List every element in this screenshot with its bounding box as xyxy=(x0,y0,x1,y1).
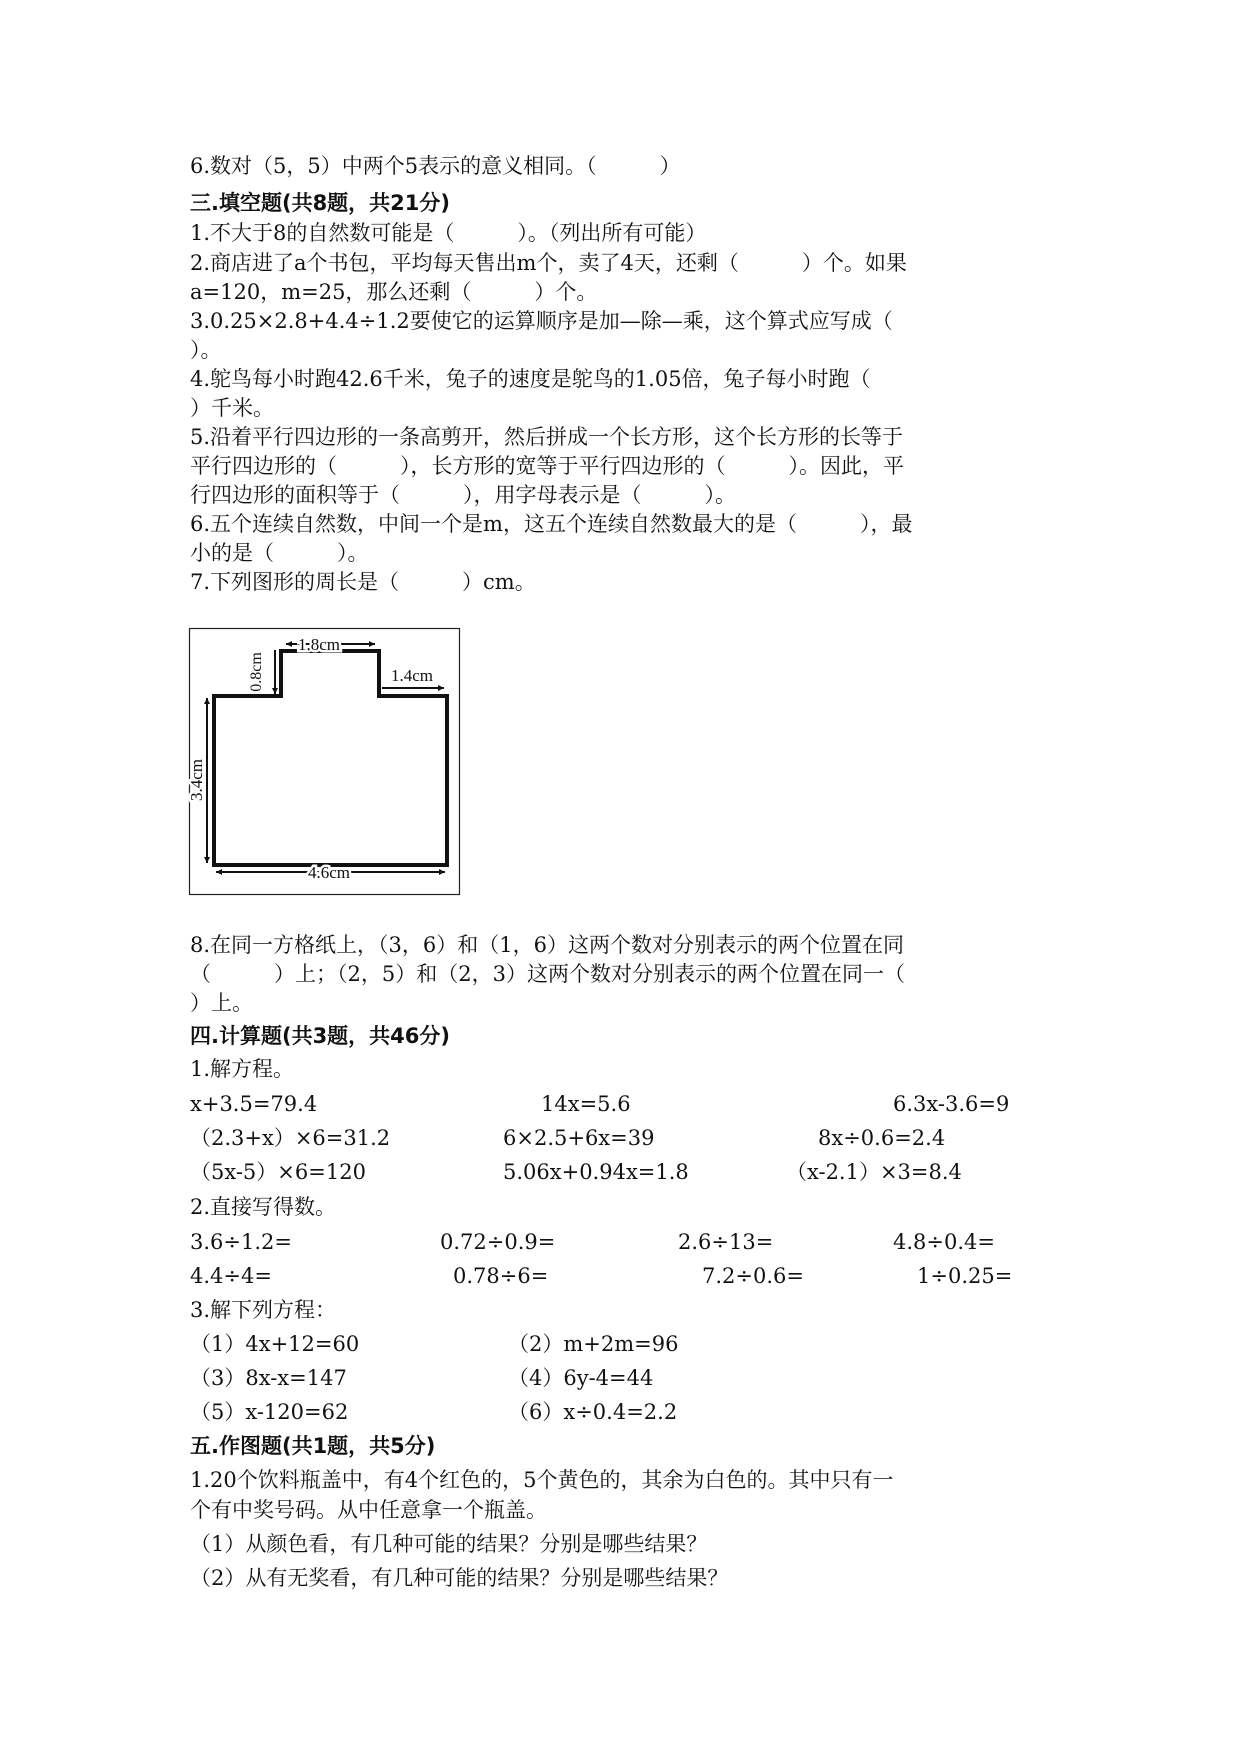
calc-q1-title: 1.解方程。 xyxy=(190,1057,295,1081)
fill-q8-line1: 8.在同一方格纸上，（3，6）和（1，6）这两个数对分别表示的两个位置在同 xyxy=(190,933,904,957)
draw-q1-sub2: （2）从有无奖看，有几种可能的结果？分别是哪些结果？ xyxy=(190,1566,729,1590)
section-fill-in-heading: 三.填空题(共8题，共21分) xyxy=(190,191,451,215)
equation: 6.3x-3.6=9 xyxy=(893,1092,1010,1116)
section-calc-heading: 四.计算题(共3题，共46分) xyxy=(190,1024,451,1048)
fill-q2-line2: a=120，m=25，那么还剩（ ）个。 xyxy=(190,280,598,304)
oral-calc-item: 0.72÷0.9= xyxy=(440,1230,556,1254)
equation: （x-2.1）×3=8.4 xyxy=(786,1160,962,1184)
equation-numbered: （2）m+2m=96 xyxy=(508,1332,679,1356)
fill-q3-line2: ）。 xyxy=(190,338,222,362)
oral-calc-item: 4.8÷0.4= xyxy=(893,1230,995,1254)
perimeter-figure xyxy=(189,628,460,895)
fill-q6-line1: 6.五个连续自然数，中间一个是m，这五个连续自然数最大的是（ ），最 xyxy=(190,512,913,536)
fill-q4-line2: ）千米。 xyxy=(190,396,274,420)
fill-q8-line2: （ ）上；（2，5）和（2，3）这两个数对分别表示的两个位置在同一（ xyxy=(190,962,905,986)
fill-q5-line3: 行四边形的面积等于（ ），用字母表示是（ ）。 xyxy=(190,483,736,507)
equation: 8x÷0.6=2.4 xyxy=(818,1126,946,1150)
section-drawing-heading: 五.作图题(共1题，共5分) xyxy=(190,1434,436,1458)
fill-q8-line3: ）上。 xyxy=(190,991,253,1015)
fill-q7: 7.下列图形的周长是（ ）cm。 xyxy=(190,570,536,594)
oral-calc-item: 4.4÷4= xyxy=(190,1264,272,1288)
fill-q6-line2: 小的是（ ）。 xyxy=(190,541,369,565)
label-left-small: 0.8cm xyxy=(248,652,265,692)
equation-numbered: （6）x÷0.4=2.2 xyxy=(508,1400,678,1424)
equation-numbered: （4）6y-4=44 xyxy=(508,1366,654,1390)
equation: （5x-5）×6=120 xyxy=(190,1160,366,1184)
draw-q1-sub1: （1）从颜色看，有几种可能的结果？分别是哪些结果？ xyxy=(190,1532,708,1556)
fill-q3-line1: 3.0.25×2.8+4.4÷1.2要使它的运算顺序是加—除—乘，这个算式应写成（ xyxy=(190,309,893,333)
judge-item-6: 6.数对（5，5）中两个5表示的意义相同。（ ） xyxy=(190,154,681,178)
equation-numbered: （1）4x+12=60 xyxy=(190,1332,360,1356)
label-left-height: 3.4cm xyxy=(187,758,206,802)
fill-q1: 1.不大于8的自然数可能是（ ）。（列出所有可能） xyxy=(190,221,707,245)
equation: 5.06x+0.94x=1.8 xyxy=(503,1160,689,1184)
equation: 14x=5.6 xyxy=(541,1092,631,1116)
oral-calc-item: 1÷0.25= xyxy=(917,1264,1013,1288)
oral-calc-item: 0.78÷6= xyxy=(453,1264,549,1288)
draw-q1-line1: 1.20个饮料瓶盖中，有4个红色的，5个黄色的，其余为白色的。其中只有一 xyxy=(190,1468,894,1492)
fill-q4-line1: 4.鸵鸟每小时跑42.6千米，兔子的速度是鸵鸟的1.05倍，兔子每小时跑（ xyxy=(190,367,871,391)
label-top-width: 1.8cm xyxy=(297,635,341,654)
fill-q5-line2: 平行四边形的（ ），长方形的宽等于平行四边形的（ ）。因此，平 xyxy=(190,454,904,478)
oral-calc-item: 2.6÷13= xyxy=(678,1230,774,1254)
equation: 6×2.5+6x=39 xyxy=(503,1126,655,1150)
calc-q3-title: 3.解下列方程： xyxy=(190,1298,337,1322)
equation-numbered: （5）x-120=62 xyxy=(190,1400,349,1424)
equation-numbered: （3）8x-x=147 xyxy=(190,1366,347,1390)
fill-q2-line1: 2.商店进了a个书包，平均每天售出m个，卖了4天，还剩（ ）个。如果 xyxy=(190,251,907,275)
fill-q5-line1: 5.沿着平行四边形的一条高剪开，然后拼成一个长方形，这个长方形的长等于 xyxy=(190,425,904,449)
oral-calc-item: 3.6÷1.2= xyxy=(190,1230,292,1254)
equation: （2.3+x）×6=31.2 xyxy=(190,1126,391,1150)
calc-q2-title: 2.直接写得数。 xyxy=(190,1195,337,1219)
label-bottom-width: 4.6cm xyxy=(307,863,351,882)
equation: x+3.5=79.4 xyxy=(190,1092,318,1116)
label-right-small: 1.4cm xyxy=(390,666,434,685)
oral-calc-item: 7.2÷0.6= xyxy=(702,1264,804,1288)
draw-q1-line2: 个有中奖号码。从中任意拿一个瓶盖。 xyxy=(190,1498,547,1522)
